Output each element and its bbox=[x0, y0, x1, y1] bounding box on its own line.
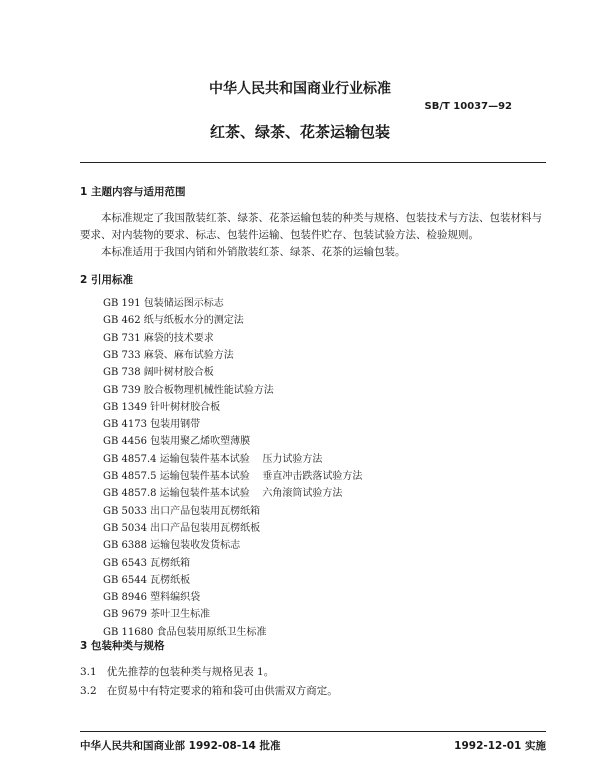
section-1-heading: 1 主题内容与适用范围 bbox=[80, 186, 186, 198]
clause-3-1 bbox=[80, 664, 274, 679]
clause-3-2 bbox=[80, 683, 338, 698]
reference-code: GB 4857.4 bbox=[103, 453, 157, 465]
reference-item bbox=[103, 398, 220, 413]
standard-number: SB/T 10037—92 bbox=[424, 101, 512, 112]
reference-title: 针叶树材胶合板 bbox=[150, 401, 221, 413]
reference-title: 出口产品包装用瓦楞纸板 bbox=[150, 522, 261, 534]
reference-item bbox=[103, 294, 224, 309]
reference-item bbox=[103, 605, 210, 620]
reference-code: GB 6388 bbox=[103, 540, 147, 552]
issuer-title: 中华人民共和国商业行业标准 bbox=[209, 81, 391, 97]
reference-code: GB 6544 bbox=[103, 574, 147, 586]
section-1-body bbox=[80, 210, 546, 261]
reference-item bbox=[103, 432, 250, 447]
reference-item bbox=[103, 484, 342, 499]
reference-item bbox=[103, 467, 362, 482]
header-divider bbox=[80, 162, 546, 163]
section-2-heading: 2 引用标准 bbox=[80, 274, 133, 286]
reference-code: GB 733 bbox=[103, 349, 141, 361]
reference-title: 麻袋的技术要求 bbox=[143, 332, 214, 344]
reference-code: GB 462 bbox=[103, 315, 141, 327]
reference-title: 瓦楞纸箱 bbox=[150, 557, 191, 569]
reference-code: GB 6543 bbox=[103, 557, 147, 569]
reference-code: GB 5034 bbox=[103, 522, 147, 534]
reference-code: GB 5033 bbox=[103, 505, 147, 517]
reference-item bbox=[103, 363, 214, 378]
reference-title: 出口产品包装用瓦楞纸箱 bbox=[150, 505, 261, 517]
section-1-paragraph: 本标准规定了我国散装红茶、绿茶、花茶运输包装的种类与规格、包装技术与方法、包装材料与要求、对内装物的要求、标志、包装件运输、包装件贮存、包装试验方法、检验规则。 bbox=[80, 212, 542, 241]
reference-code: GB 1349 bbox=[103, 401, 147, 413]
reference-code: GB 9679 bbox=[103, 609, 147, 621]
reference-item bbox=[103, 588, 200, 603]
reference-item bbox=[103, 571, 190, 586]
section-3-heading: 3 包装种类与规格 bbox=[80, 640, 165, 652]
reference-code: GB 4173 bbox=[103, 419, 147, 431]
clause-text: 优先推荐的包装种类与规格见表 1。 bbox=[106, 666, 275, 678]
section-1-paragraph: 本标准适用于我国内销和外销散装红茶、绿茶、花茶的运输包装。 bbox=[101, 246, 406, 258]
reference-title: 瓦楞纸板 bbox=[150, 574, 191, 586]
reference-code: GB 739 bbox=[103, 384, 141, 396]
reference-title: 运输包装收发货标志 bbox=[150, 540, 241, 552]
reference-title: 阔叶树材胶合板 bbox=[143, 367, 214, 379]
reference-code: GB 738 bbox=[103, 367, 141, 379]
reference-code: GB 191 bbox=[103, 298, 141, 309]
clause-text: 在贸易中有特定要求的箱和袋可由供需双方商定。 bbox=[106, 685, 338, 697]
reference-item bbox=[103, 415, 200, 430]
document-title: 红茶、绿茶、花茶运输包装 bbox=[209, 123, 390, 141]
reference-item bbox=[103, 623, 267, 638]
reference-code: GB 4857.5 bbox=[103, 471, 157, 482]
reference-code: GB 731 bbox=[103, 332, 141, 344]
clause-number: 3.1 bbox=[80, 666, 97, 678]
reference-item bbox=[103, 329, 214, 344]
reference-code: GB 4456 bbox=[103, 436, 147, 448]
reference-item bbox=[103, 311, 244, 326]
reference-title: 塑料编织袋 bbox=[150, 592, 201, 604]
reference-title: 食品包装用原纸卫生标准 bbox=[156, 626, 267, 638]
reference-code: GB 4857.8 bbox=[103, 488, 157, 500]
reference-code: GB 8946 bbox=[103, 592, 147, 604]
reference-item bbox=[103, 554, 190, 569]
approval-line: 中华人民共和国商业部 1992-08-14 批准 bbox=[80, 740, 281, 752]
reference-item bbox=[103, 381, 274, 396]
reference-item bbox=[103, 519, 260, 534]
reference-item bbox=[103, 346, 234, 361]
reference-title: 包装用聚乙烯吹塑薄膜 bbox=[150, 436, 251, 448]
reference-title: 胶合板物理机械性能试验方法 bbox=[143, 384, 274, 396]
clause-number: 3.2 bbox=[80, 685, 97, 697]
footer-divider bbox=[80, 731, 546, 732]
reference-title: 茶叶卫生标准 bbox=[150, 609, 211, 621]
reference-title: 运输包装件基本试验 六角滚筒试验方法 bbox=[159, 488, 343, 500]
reference-title: 麻袋、麻布试验方法 bbox=[143, 349, 234, 361]
implementation-date: 1992-12-01 实施 bbox=[454, 740, 546, 752]
reference-code: GB 11680 bbox=[103, 626, 154, 638]
reference-title: 运输包装件基本试验 压力试验方法 bbox=[159, 453, 323, 465]
reference-title: 纸与纸板水分的测定法 bbox=[143, 315, 244, 327]
reference-title: 包装储运图示标志 bbox=[143, 298, 224, 309]
reference-title: 运输包装件基本试验 垂直冲击跌落试验方法 bbox=[159, 471, 363, 482]
reference-item bbox=[103, 502, 260, 517]
reference-title: 包装用钢带 bbox=[150, 419, 201, 431]
reference-item bbox=[103, 536, 240, 551]
reference-item bbox=[103, 450, 322, 465]
